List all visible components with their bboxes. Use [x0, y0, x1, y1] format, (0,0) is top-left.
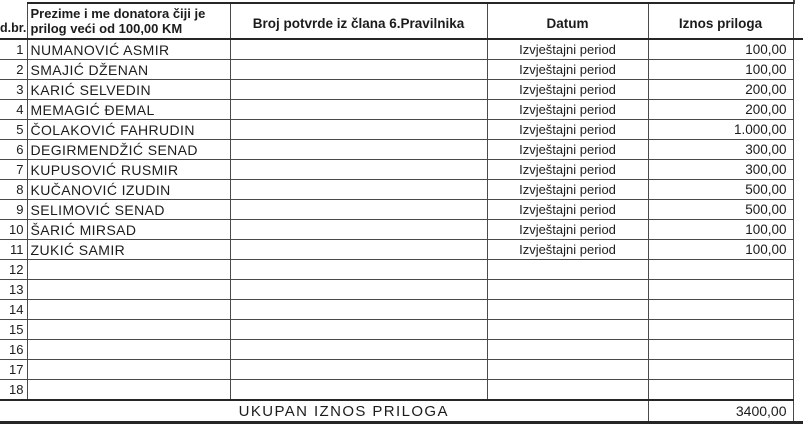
- date-cell: [487, 260, 648, 280]
- donor-name-cell: MEMAGIĆ ĐEMAL: [27, 100, 230, 120]
- table-row: [0, 200, 803, 220]
- donor-contributions-table: [0, 2, 803, 424]
- row-number-cell: 7: [0, 160, 27, 180]
- table-row: [0, 180, 803, 200]
- amount-cell: 100,00: [648, 240, 793, 260]
- cut-off-column-cell: [793, 220, 803, 240]
- cut-off-column-cell: [793, 360, 803, 380]
- date-cell: Izvještajni period: [487, 60, 648, 80]
- receipt-number-cell: [230, 160, 487, 180]
- row-number-cell: 11: [0, 240, 27, 260]
- donor-name-cell: ČOLAKOVIĆ FAHRUDIN: [27, 120, 230, 140]
- amount-cell: [648, 360, 793, 380]
- date-cell: Izvještajni period: [487, 140, 648, 160]
- donor-name-cell: ZUKIĆ SAMIR: [27, 240, 230, 260]
- total-label: UKUPAN IZNOS PRILOGA: [0, 400, 648, 423]
- row-number-cell: 3: [0, 80, 27, 100]
- donor-name-cell: [27, 260, 230, 280]
- row-number-cell: 10: [0, 220, 27, 240]
- cut-off-column-cell: [793, 260, 803, 280]
- amount-cell: 100,00: [648, 60, 793, 80]
- table-footer: [0, 400, 803, 423]
- table-row: [0, 280, 803, 300]
- table-header: [0, 3, 803, 39]
- donor-name-cell: [27, 320, 230, 340]
- cut-off-column-cell: [793, 140, 803, 160]
- receipt-number-cell: [230, 100, 487, 120]
- date-cell: [487, 300, 648, 320]
- receipt-number-cell: [230, 360, 487, 380]
- table-row: [0, 260, 803, 280]
- header-donor-name-line1: Prezime i me donatora čiji je: [30, 6, 206, 21]
- cut-off-column-cell: [793, 100, 803, 120]
- cut-off-column-cell: [793, 80, 803, 100]
- row-number-cell: 15: [0, 320, 27, 340]
- date-cell: Izvještajni period: [487, 220, 648, 240]
- donor-name-cell: [27, 340, 230, 360]
- table-row: [0, 340, 803, 360]
- row-number-cell: 2: [0, 60, 27, 80]
- date-cell: [487, 340, 648, 360]
- receipt-number-cell: [230, 200, 487, 220]
- header-amount: Iznos priloga: [648, 3, 793, 39]
- row-number-cell: 13: [0, 280, 27, 300]
- amount-cell: 300,00: [648, 160, 793, 180]
- receipt-number-cell: [230, 80, 487, 100]
- row-number-cell: 4: [0, 100, 27, 120]
- receipt-number-cell: [230, 140, 487, 160]
- cut-off-column-cell: [793, 180, 803, 200]
- receipt-number-cell: [230, 300, 487, 320]
- receipt-number-cell: [230, 39, 487, 60]
- row-number-cell: 12: [0, 260, 27, 280]
- table-row: [0, 60, 803, 80]
- date-cell: Izvještajni period: [487, 160, 648, 180]
- cut-off-column-cell: [793, 300, 803, 320]
- amount-cell: [648, 280, 793, 300]
- cut-off-column-cell: [793, 320, 803, 340]
- donor-name-cell: SELIMOVIĆ SENAD: [27, 200, 230, 220]
- cut-off-column-cell: [793, 280, 803, 300]
- cut-off-column-cell: [793, 200, 803, 220]
- donor-name-cell: KUPUSOVIĆ RUSMIR: [27, 160, 230, 180]
- date-cell: [487, 360, 648, 380]
- header-cut-off-column: [793, 3, 803, 39]
- amount-cell: 300,00: [648, 140, 793, 160]
- date-cell: Izvještajni period: [487, 80, 648, 100]
- date-cell: [487, 280, 648, 300]
- donor-name-cell: KARIĆ SELVEDIN: [27, 80, 230, 100]
- date-cell: [487, 380, 648, 401]
- date-cell: Izvještajni period: [487, 240, 648, 260]
- amount-cell: [648, 340, 793, 360]
- amount-cell: 200,00: [648, 100, 793, 120]
- table-header-row: [0, 3, 803, 39]
- total-amount: 3400,00: [648, 400, 793, 423]
- table-row: [0, 240, 803, 260]
- cut-off-column-cell: [793, 60, 803, 80]
- amount-cell: [648, 380, 793, 401]
- date-cell: Izvještajni period: [487, 180, 648, 200]
- row-number-cell: 17: [0, 360, 27, 380]
- amount-cell: 200,00: [648, 80, 793, 100]
- donor-name-cell: [27, 360, 230, 380]
- cut-off-column-cell: [793, 39, 803, 60]
- receipt-number-cell: [230, 380, 487, 401]
- donor-name-cell: ŠARIĆ MIRSAD: [27, 220, 230, 240]
- donor-name-cell: [27, 300, 230, 320]
- row-number-cell: 5: [0, 120, 27, 140]
- row-number-cell: 18: [0, 380, 27, 401]
- header-receipt-number: Broj potvrde iz člana 6.Pravilnika: [230, 3, 487, 39]
- header-donor-name-line2: prilog veći od 100,00 KM: [30, 20, 183, 36]
- cut-off-column-cell: [793, 120, 803, 140]
- table-row: [0, 120, 803, 140]
- table-row: [0, 100, 803, 120]
- receipt-number-cell: [230, 340, 487, 360]
- row-number-cell: 8: [0, 180, 27, 200]
- amount-cell: 500,00: [648, 200, 793, 220]
- table-body: [0, 39, 803, 400]
- amount-cell: [648, 260, 793, 280]
- row-number-cell: 6: [0, 140, 27, 160]
- table-row: [0, 380, 803, 401]
- receipt-number-cell: [230, 320, 487, 340]
- receipt-number-cell: [230, 60, 487, 80]
- date-cell: Izvještajni period: [487, 100, 648, 120]
- amount-cell: [648, 320, 793, 340]
- donor-name-cell: SMAJIĆ DŽENAN: [27, 60, 230, 80]
- footer-cut-off-column: [793, 400, 803, 423]
- date-cell: Izvještajni period: [487, 200, 648, 220]
- cut-off-column-cell: [793, 380, 803, 401]
- header-row-number: d.br.: [0, 3, 27, 39]
- row-number-cell: 16: [0, 340, 27, 360]
- receipt-number-cell: [230, 280, 487, 300]
- table-row: [0, 320, 803, 340]
- table-row: [0, 220, 803, 240]
- amount-cell: 100,00: [648, 220, 793, 240]
- receipt-number-cell: [230, 120, 487, 140]
- receipt-number-cell: [230, 180, 487, 200]
- total-row: [0, 400, 803, 423]
- amount-cell: 500,00: [648, 180, 793, 200]
- header-date: Datum: [487, 3, 648, 39]
- amount-cell: 1.000,00: [648, 120, 793, 140]
- receipt-number-cell: [230, 260, 487, 280]
- cut-off-column-cell: [793, 340, 803, 360]
- amount-cell: [648, 300, 793, 320]
- donor-name-cell: NUMANOVIĆ ASMIR: [27, 39, 230, 60]
- table-row: [0, 39, 803, 60]
- amount-cell: 100,00: [648, 39, 793, 60]
- date-cell: Izvještajni period: [487, 120, 648, 140]
- receipt-number-cell: [230, 240, 487, 260]
- receipt-number-cell: [230, 220, 487, 240]
- donor-name-cell: [27, 380, 230, 401]
- row-number-cell: 14: [0, 300, 27, 320]
- table-row: [0, 300, 803, 320]
- table-row: [0, 140, 803, 160]
- donor-name-cell: DEGIRMENDŽIĆ SENAD: [27, 140, 230, 160]
- header-donor-name: [27, 3, 230, 39]
- cut-off-column-cell: [793, 240, 803, 260]
- date-cell: [487, 320, 648, 340]
- table-row: [0, 80, 803, 100]
- table-row: [0, 360, 803, 380]
- table-row: [0, 160, 803, 180]
- donor-name-cell: KUČANOVIĆ IZUDIN: [27, 180, 230, 200]
- row-number-cell: 9: [0, 200, 27, 220]
- row-number-cell: 1: [0, 39, 27, 60]
- date-cell: Izvještajni period: [487, 39, 648, 60]
- cut-off-column-cell: [793, 160, 803, 180]
- donor-name-cell: [27, 280, 230, 300]
